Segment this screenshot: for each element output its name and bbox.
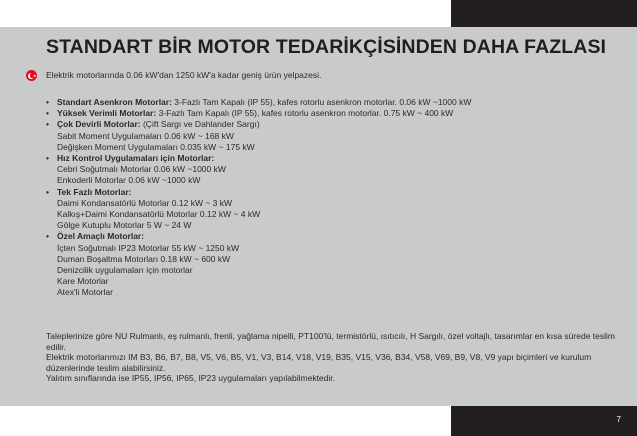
sub-item: Denizcilik uygulamaları için motorlar [57,265,193,276]
list-item [46,153,471,187]
page-title: STANDART BİR MOTOR TEDARİKÇİSİNDEN DAHA FAZLASI [46,36,607,58]
item-heading: Çok Devirli Motorlar: [57,119,141,130]
item-text: 3-Fazlı Tam Kapalı (IP 55), kafes rotorlu asenkron motorlar. 0.06 kW ~1000 kW [171,97,472,107]
footer-notes [46,331,621,384]
item-text: (Çift Sargı ve Dahlander Sargı) [140,119,260,130]
intro-text: Elektrik motorlarında 0.06 kW'dan 1250 kW'a kadar geniş ürün yelpazesi. [46,70,322,80]
page-number: 7 [616,415,621,424]
footer-paragraph: Elektrik motorlarımızı IM B3, B6, B7, B8, V5, V6, B5, V1, V3, B14, V18, V19, B35, V15, V36, B34, V58, V69, B9, V8, V9 yapı biçimleri ve kurulum düzenlerinde teslim alabilirsiniz. [46,352,592,373]
sub-item: Cebri Soğutmalı Motorlar 0.06 kW ~1000 kW [57,164,226,175]
footer-paragraph: Taleplerinize göre NU Rulmanlı, eş rulmanlı, frenli, yağlama nipelli, PT100'lü, termistörlü, ısıtıcılı, H Sargılı, özel voltajlı, tasarımlar en kısa sürede teslim edilir. [46,331,615,352]
list-item [46,119,471,153]
list-item [46,187,471,232]
list-item [46,231,471,298]
item-heading: Yüksek Verimli Motorlar: [57,108,157,119]
sub-item: Enkoderli Motorlar 0.06 kW ~1000 kW [57,175,201,186]
item-heading: Özel Amaçlı Motorlar: [57,231,145,242]
sub-item: Gölge Kutuplu Motorlar 5 W ~ 24 W [57,220,192,231]
sub-item: Daimi Kondansatörlü Motorlar 0.12 kW ~ 3 kW [57,197,233,208]
item-heading: Standart Asenkron Motorlar: [57,97,172,107]
flag-star: ★ [33,72,37,78]
sub-item: Sabit Moment Uygulamaları 0.06 kW ~ 168 kW [57,130,234,141]
turkish-flag-icon [26,70,37,81]
item-text: 3-Fazlı Tam Kapalı (IP 55), kafes rotorlu asenkron motorlar. 0.75 kW ~ 400 kW [156,108,454,119]
bottom-dark-block [451,406,637,436]
sub-item: Atex'li Motorlar [57,287,113,298]
sub-item: Duman Boşaltma Motorları 0.18 kW ~ 600 kW [57,253,231,264]
item-heading: Hız Kontrol Uygulamaları için Motorlar: [57,153,215,164]
sub-item: Değişken Moment Uygulamaları 0.035 kW ~ 175 kW [57,141,255,152]
sub-item: İçten Soğutmalı IP23 Motorlar 55 kW ~ 1250 kW [57,242,240,253]
top-dark-block [451,0,637,27]
product-list [46,97,471,299]
footer-paragraph: Yalıtım sınıflarında ise IP55, IP56, IP65, IP23 uygulamaları yapılabilmektedir. [46,373,335,384]
list-item [46,108,471,119]
sub-item: Kalkış+Daimi Kondansatörlü Motorlar 0.12 kW ~ 4 kW [57,209,261,220]
sub-item: Kare Motorlar [57,276,109,287]
list-item [46,97,471,108]
item-heading: Tek Fazlı Motorlar: [57,186,132,197]
